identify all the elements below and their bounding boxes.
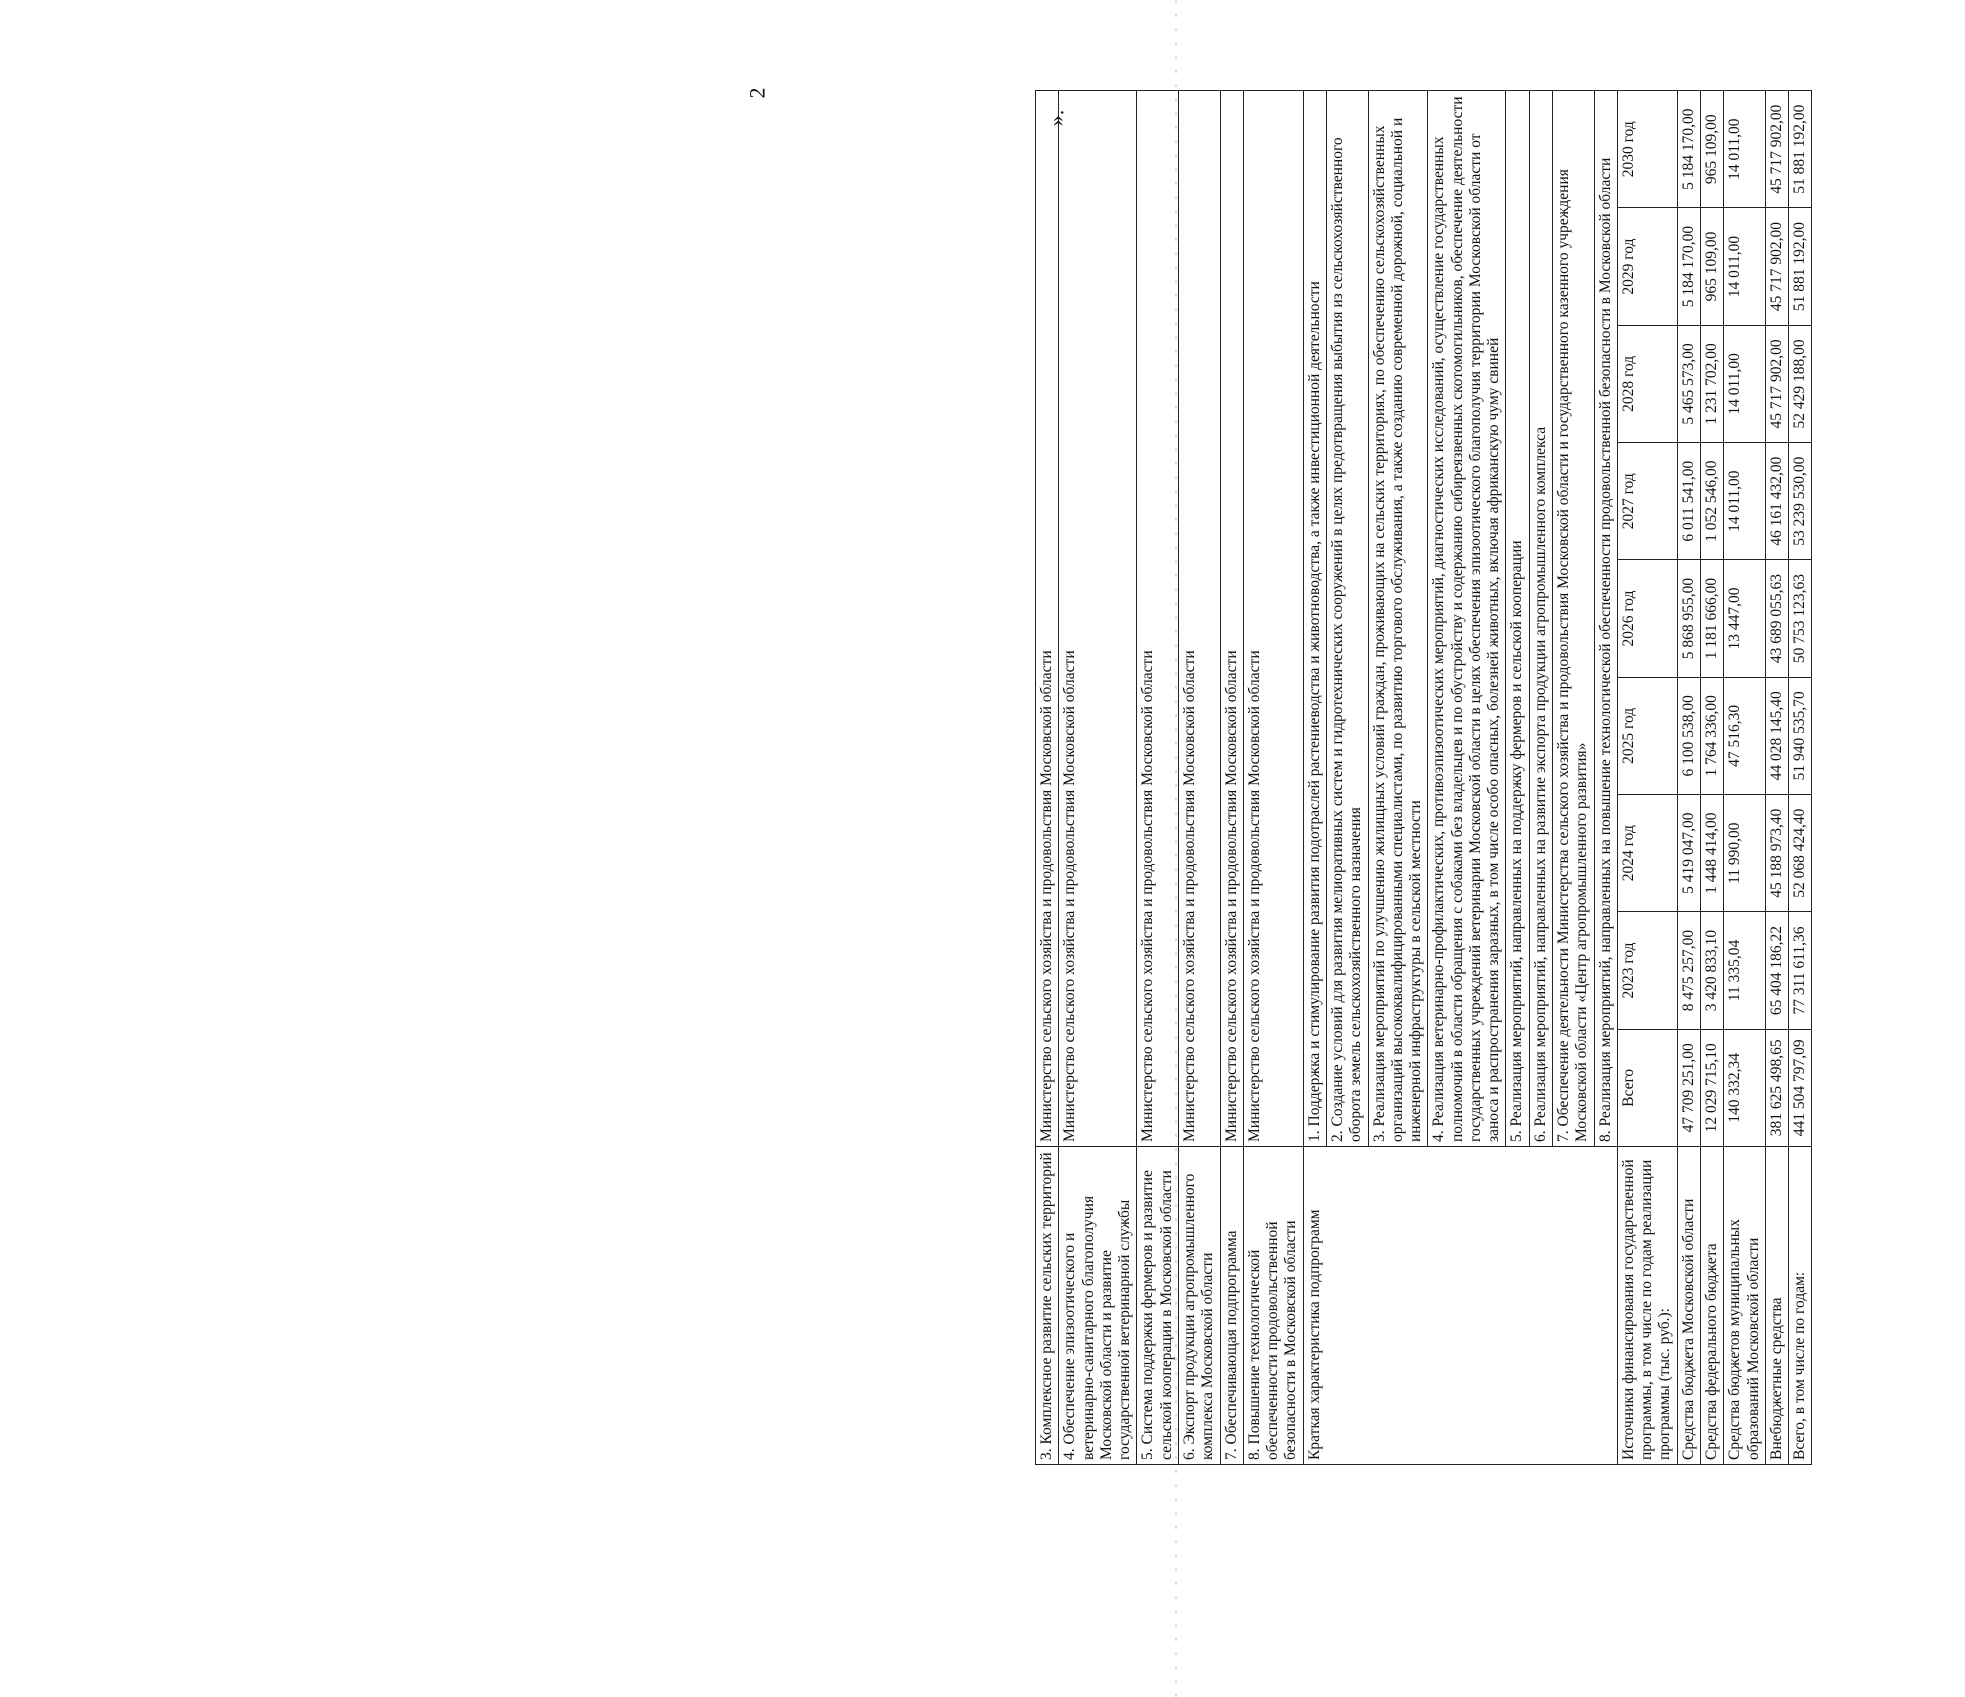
subprogram-row — [1243, 91, 1303, 1465]
finance-value: 12 029 715,10 — [1701, 1029, 1724, 1146]
responsible-body: Министерство сельского хозяйства и продовольствия Московской области — [1137, 91, 1179, 1147]
finance-value: 11 335,04 — [1724, 912, 1766, 1029]
finance-value: 50 753 123,63 — [1789, 560, 1812, 677]
subprogram-row — [1036, 91, 1059, 1465]
summary-label: Краткая характеристика подпрограмм — [1303, 1147, 1617, 1465]
subprogram-name: 7. Обеспечивающая подпрограмма — [1220, 1147, 1243, 1465]
finance-row — [1701, 91, 1724, 1465]
finance-column-header: 2030 год — [1617, 91, 1677, 208]
finance-value: 6 100 538,00 — [1677, 677, 1700, 794]
summary-item: 6. Реализация мероприятий, направленных на развитие экспорта продукции агропромышленного комплекса — [1529, 91, 1552, 1147]
finance-value: 45 717 902,00 — [1765, 325, 1788, 442]
summary-item: 3. Реализация мероприятий по улучшению жилищных условий граждан, проживающих на сельских территориях, по обеспечению сельскохозяйственных организаций высококвалифицированными специалистами, по развитию торгового обслуживания, а также созданию современной дорожной, социальной и инженерной инфраструктуры в сельской местности — [1368, 91, 1428, 1147]
responsible-body: Министерство сельского хозяйства и продовольствия Московской области — [1059, 91, 1137, 1147]
finance-value: 5 868 955,00 — [1677, 560, 1700, 677]
subprogram-row — [1137, 91, 1179, 1465]
finance-value: 45 717 902,00 — [1765, 91, 1788, 208]
finance-value: 45 188 973,40 — [1765, 795, 1788, 912]
finance-value: 381 625 498,65 — [1765, 1029, 1788, 1146]
summary-item: 1. Поддержка и стимулирование развития подотраслей растениеводства и животноводства, а также инвестиционной деятельности — [1303, 91, 1326, 1147]
subprogram-name: 8. Повышение технологической обеспеченности продовольственной безопасности в Московской области — [1243, 1147, 1303, 1465]
summary-item: 5. Реализация мероприятий, направленных на поддержку фермеров и сельской кооперации — [1506, 91, 1529, 1147]
finance-value: 51 881 192,00 — [1789, 91, 1812, 208]
finance-value: 8 475 257,00 — [1677, 912, 1700, 1029]
finance-value: 11 990,00 — [1724, 795, 1766, 912]
finance-section — [1617, 91, 1812, 1465]
finance-column-header: 2026 год — [1617, 560, 1677, 677]
finance-row-label: Всего, в том числе по годам: — [1789, 1147, 1812, 1465]
finance-column-header: 2024 год — [1617, 795, 1677, 912]
finance-value: 1 052 546,00 — [1701, 443, 1724, 560]
finance-value: 14 011,00 — [1724, 91, 1766, 208]
finance-value: 13 447,00 — [1724, 560, 1766, 677]
subprogram-name: 4. Обеспечение эпизоотического и ветеринарно-санитарного благополучия Московской области и развитие государственной ветеринарной службы — [1059, 1147, 1137, 1465]
rotated-document — [1035, 90, 1965, 1465]
summary-row — [1303, 91, 1326, 1465]
finance-row-label: Средства бюджетов муниципальных образований Московской области — [1724, 1147, 1766, 1465]
finance-column-header: 2029 год — [1617, 208, 1677, 325]
finance-value: 1 231 702,00 — [1701, 325, 1724, 442]
subprogram-row — [1178, 91, 1220, 1465]
subprogram-row — [1059, 91, 1137, 1465]
responsible-body: Министерство сельского хозяйства и продовольствия Московской области — [1220, 91, 1243, 1147]
finance-value: 45 717 902,00 — [1765, 208, 1788, 325]
finance-value: 6 011 541,00 — [1677, 443, 1700, 560]
finance-value: 1 448 414,00 — [1701, 795, 1724, 912]
finance-value: 441 504 797,09 — [1789, 1029, 1812, 1146]
closing-quote: ». — [1043, 109, 1069, 127]
finance-value: 14 011,00 — [1724, 208, 1766, 325]
finance-value: 47 709 251,00 — [1677, 1029, 1700, 1146]
subprogram-rows — [1036, 91, 1304, 1465]
finance-value: 46 161 432,00 — [1765, 443, 1788, 560]
responsible-body: Министерство сельского хозяйства и продовольствия Московской области — [1178, 91, 1220, 1147]
finance-value: 14 011,00 — [1724, 443, 1766, 560]
finance-value: 51 940 535,70 — [1789, 677, 1812, 794]
responsible-body: Министерство сельского хозяйства и продовольствия Московской области — [1243, 91, 1303, 1147]
finance-value: 3 420 833,10 — [1701, 912, 1724, 1029]
subprogram-name: 5. Система поддержки фермеров и развитие сельской кооперации в Московской области — [1137, 1147, 1179, 1465]
finance-value: 965 109,00 — [1701, 91, 1724, 208]
finance-value: 5 184 170,00 — [1677, 91, 1700, 208]
finance-value: 1 764 336,00 — [1701, 677, 1724, 794]
finance-column-header: 2027 год — [1617, 443, 1677, 560]
subprogram-name: 6. Экспорт продукции агропромышленного комплекса Московской области — [1178, 1147, 1220, 1465]
finance-value: 965 109,00 — [1701, 208, 1724, 325]
finance-header-row — [1617, 91, 1677, 1465]
summary-section — [1303, 91, 1617, 1465]
finance-value: 77 311 611,36 — [1789, 912, 1812, 1029]
finance-row — [1765, 91, 1788, 1465]
finance-value: 5 419 047,00 — [1677, 795, 1700, 912]
summary-item: 8. Реализация мероприятий, направленных на повышение технологической обеспеченности продовольственной безопасности в Московской области — [1594, 91, 1617, 1147]
finance-row — [1724, 91, 1766, 1465]
summary-item: 2. Создание условий для развития мелиоративных систем и гидротехнических сооружений в целях предотвращения выбытия из сельскохозяйственного оборота земель сельскохозяйственного назначения — [1326, 91, 1368, 1147]
finance-value: 44 028 145,40 — [1765, 677, 1788, 794]
finance-value: 51 881 192,00 — [1789, 208, 1812, 325]
finance-row — [1789, 91, 1812, 1465]
finance-header-label: Источники финансирования государственной программы, в том числе по годам реализации программы (тыс. руб.): — [1617, 1147, 1677, 1465]
finance-value: 1 181 666,00 — [1701, 560, 1724, 677]
finance-column-header: Всего — [1617, 1029, 1677, 1146]
finance-row-label: Средства бюджета Московской области — [1677, 1147, 1700, 1465]
subprogram-row — [1220, 91, 1243, 1465]
responsible-body: Министерство сельского хозяйства и продовольствия Московской области — [1036, 91, 1059, 1147]
finance-value: 65 404 186,22 — [1765, 912, 1788, 1029]
finance-value: 52 068 424,40 — [1789, 795, 1812, 912]
page-number: 2 — [744, 87, 770, 99]
finance-column-header: 2025 год — [1617, 677, 1677, 794]
program-table — [1035, 90, 1812, 1465]
finance-column-header: 2028 год — [1617, 325, 1677, 442]
finance-value: 47 516,30 — [1724, 677, 1766, 794]
subprogram-name: 3. Комплексное развитие сельских территорий — [1036, 1147, 1059, 1465]
finance-row-label: Средства федерального бюджета — [1701, 1147, 1724, 1465]
finance-value: 53 239 530,00 — [1789, 443, 1812, 560]
summary-item: 4. Реализация ветеринарно-профилактических, противоэпизоотических мероприятий, диагностических исследований, осуществление государственных полномочий в области обращения с собаками без владельцев и по обустройству и содержанию сибиреязвенных скотомогильников, обеспечение деятельности государственных учреждений ветеринарии Московской области в целях обеспечения эпизоотического благополучия территории Московской области от заноса и распространения заразных, в том числе особо опасных, болезней животных, включая африканскую чуму свиней — [1428, 91, 1506, 1147]
summary-item: 7. Обеспечение деятельности Министерства сельского хозяйства и продовольствия Московской области и государственного казенного учреждения Московской области «Центр агропромышленного развития» — [1553, 91, 1595, 1147]
finance-value: 5 184 170,00 — [1677, 208, 1700, 325]
finance-row — [1677, 91, 1700, 1465]
finance-column-header: 2023 год — [1617, 912, 1677, 1029]
finance-value: 52 429 188,00 — [1789, 325, 1812, 442]
finance-value: 14 011,00 — [1724, 325, 1766, 442]
finance-row-label: Внебюджетные средства — [1765, 1147, 1788, 1465]
finance-value: 5 465 573,00 — [1677, 325, 1700, 442]
finance-value: 43 689 055,63 — [1765, 560, 1788, 677]
finance-value: 140 332,34 — [1724, 1029, 1766, 1146]
